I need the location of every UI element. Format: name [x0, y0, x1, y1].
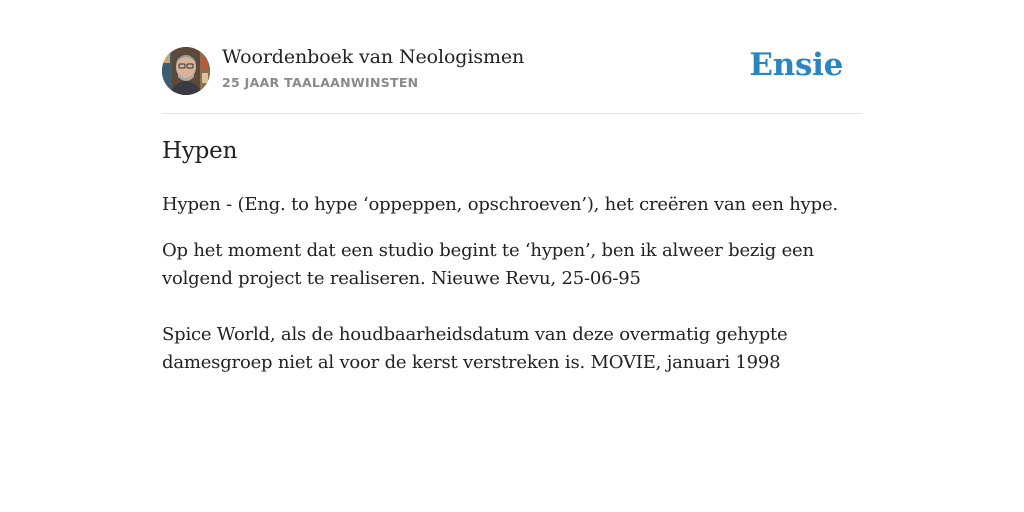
- site-title[interactable]: Woordenboek van Neologismen: [222, 46, 525, 68]
- ensie-logo-link[interactable]: Ensie: [749, 47, 843, 83]
- site-subtitle: 25 JAAR TAALAANWINSTEN: [222, 75, 419, 90]
- header: [162, 0, 862, 114]
- entry-title: Hypen: [162, 138, 238, 164]
- entry-definition: Hypen - (Eng. to hype ‘oppeppen, opschroeven’), het creëren van een hype.: [162, 194, 838, 215]
- citation-quote: Spice World, als de houdbaarheidsdatum van deze overmatig gehypte damesgroep niet al voor de kerst verstreken is. MOVIE, januari 1998: [162, 324, 788, 373]
- page-container: [162, 0, 862, 373]
- portrait-icon: [162, 47, 210, 95]
- author-avatar-icon[interactable]: [162, 47, 210, 95]
- citation-quote: Op het moment dat een studio begint te ‘hypen’, ben ik alweer bezig een volgend project te realiseren. Nieuwe Revu, 25-06-95: [162, 240, 814, 289]
